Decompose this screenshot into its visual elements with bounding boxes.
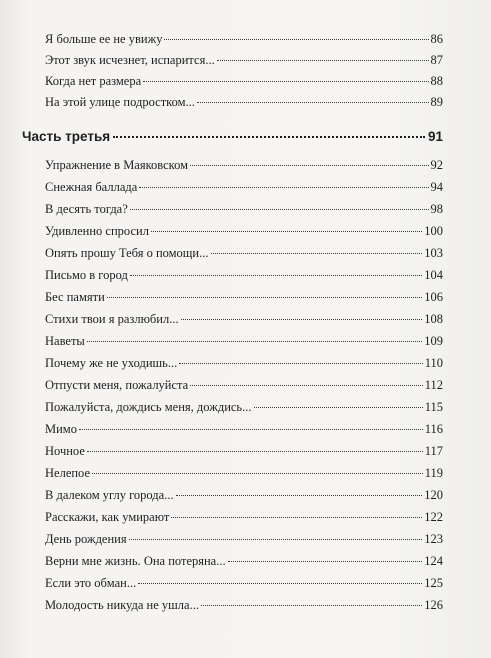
toc-entry-page: 92 [430, 158, 443, 172]
toc-entry-page: 116 [424, 422, 443, 436]
toc-entry-title: Опять прошу Тебя о помощи... [45, 246, 209, 260]
toc-entry-page: 110 [424, 356, 443, 370]
toc-entry-title: Я больше ее не увижу [45, 32, 163, 46]
dot-leader [151, 231, 422, 232]
toc-entry-title: Верни мне жизнь. Она потеряна... [45, 554, 226, 568]
toc-entry [45, 487, 443, 503]
toc-entry [45, 94, 443, 110]
dot-leader [164, 39, 428, 40]
toc-entry-title: Бес памяти [45, 290, 105, 304]
toc-entry [45, 311, 443, 327]
toc-entry-title: На этой улице подростком... [45, 95, 195, 109]
toc-entry-title: Ночное [45, 444, 85, 458]
toc-entry-page: 87 [430, 53, 443, 67]
toc-entry-page: 124 [424, 554, 443, 568]
toc-entry-page: 112 [424, 378, 443, 392]
toc-entry-page: 108 [424, 312, 443, 326]
toc-entry-title: Почему же не уходишь... [45, 356, 178, 370]
toc-entry-title: Стихи твои я разлюбил... [45, 312, 179, 326]
toc-entry-page: 100 [424, 224, 443, 238]
dot-leader [139, 187, 428, 188]
toc-entry-title: Мимо [45, 422, 77, 436]
toc-entry [45, 399, 443, 415]
dot-leader [87, 341, 422, 342]
dot-leader [130, 275, 422, 276]
toc-entry-title: День рождения [45, 532, 127, 546]
toc-entry-title: Если это обман... [45, 576, 137, 590]
toc-entry-page: 86 [430, 32, 443, 46]
toc-entry-page: 122 [424, 510, 443, 524]
toc-entry-title: Когда нет размера [45, 74, 142, 88]
toc-entry-title: Расскажи, как умирают [45, 510, 170, 524]
dot-leader [176, 495, 423, 496]
toc-entry-title: В далеком углу города... [45, 488, 174, 502]
toc-entry-title: Наветы [45, 334, 85, 348]
toc-entry-page: 125 [424, 576, 443, 590]
dot-leader [130, 209, 429, 210]
toc-entry [45, 289, 443, 305]
part-heading [22, 128, 443, 146]
toc-entry [45, 333, 443, 349]
dot-leader [190, 165, 428, 166]
toc-entry [45, 421, 443, 437]
toc-entry-title: Нелепое [45, 466, 91, 480]
toc-entry-page: 98 [430, 202, 443, 216]
dot-leader [228, 561, 423, 562]
dot-leader [143, 81, 428, 82]
toc-entry-page: 109 [424, 334, 443, 348]
dot-leader [179, 363, 422, 364]
dot-leader [79, 429, 423, 430]
toc-entry-title: Упражнение в Маяковском [45, 158, 189, 172]
toc-entry [45, 223, 443, 239]
toc-entry-page: 126 [424, 598, 443, 612]
toc-entry-page: 120 [424, 488, 443, 502]
toc-entry [45, 465, 443, 481]
toc-entry [45, 73, 443, 89]
dot-leader [92, 473, 423, 474]
toc-entry [45, 443, 443, 459]
toc-entry-title: Письмо в город [45, 268, 128, 282]
toc-entry [45, 157, 443, 173]
toc-entry-page: 104 [424, 268, 443, 282]
dot-leader [211, 253, 423, 254]
toc-entry [45, 52, 443, 68]
toc-entry [45, 267, 443, 283]
dot-leader [201, 605, 422, 606]
toc-entry-page: 89 [430, 95, 443, 109]
toc-entry-title: Этот звук исчезнет, испарится... [45, 53, 215, 67]
toc-entry [45, 553, 443, 569]
toc-entry-page: 106 [424, 290, 443, 304]
toc-entry [45, 597, 443, 613]
toc-entry-page: 115 [424, 400, 443, 414]
toc-entry [45, 377, 443, 393]
toc-entry-title: Отпусти меня, пожалуйста [45, 378, 189, 392]
toc-entry [45, 179, 443, 195]
dot-leader [181, 319, 423, 320]
toc-entry-page: 88 [430, 74, 443, 88]
dot-leader [197, 102, 429, 103]
toc-entry [45, 531, 443, 547]
toc-entry-page: 94 [430, 180, 443, 194]
dot-leader [217, 60, 429, 61]
dot-leader [107, 297, 422, 298]
part-heading-page: 91 [427, 129, 443, 144]
dot-leader [138, 583, 422, 584]
dot-leader [171, 517, 422, 518]
toc-entry-page: 119 [424, 466, 443, 480]
toc-entry-page: 117 [424, 444, 443, 458]
toc-entry-page: 103 [424, 246, 443, 260]
toc-entry-title: Молодость никуда не ушла... [45, 598, 199, 612]
toc-entry [45, 31, 443, 47]
toc-entry [45, 509, 443, 525]
dot-leader [254, 407, 423, 408]
toc-entry-title: Снежная баллада [45, 180, 138, 194]
dot-leader [113, 136, 425, 138]
toc-entry [45, 575, 443, 591]
toc-entry [45, 201, 443, 217]
toc-entry [45, 355, 443, 371]
toc-entry-title: Пожалуйста, дождись меня, дождись... [45, 400, 252, 414]
toc-entry-title: В десять тогда? [45, 202, 128, 216]
part-heading-title: Часть третья [22, 129, 111, 144]
toc-entry-title: Удивленно спросил [45, 224, 149, 238]
toc-entry [45, 245, 443, 261]
dot-leader [190, 385, 422, 386]
dot-leader [129, 539, 423, 540]
dot-leader [87, 451, 423, 452]
toc-entry-page: 123 [424, 532, 443, 546]
